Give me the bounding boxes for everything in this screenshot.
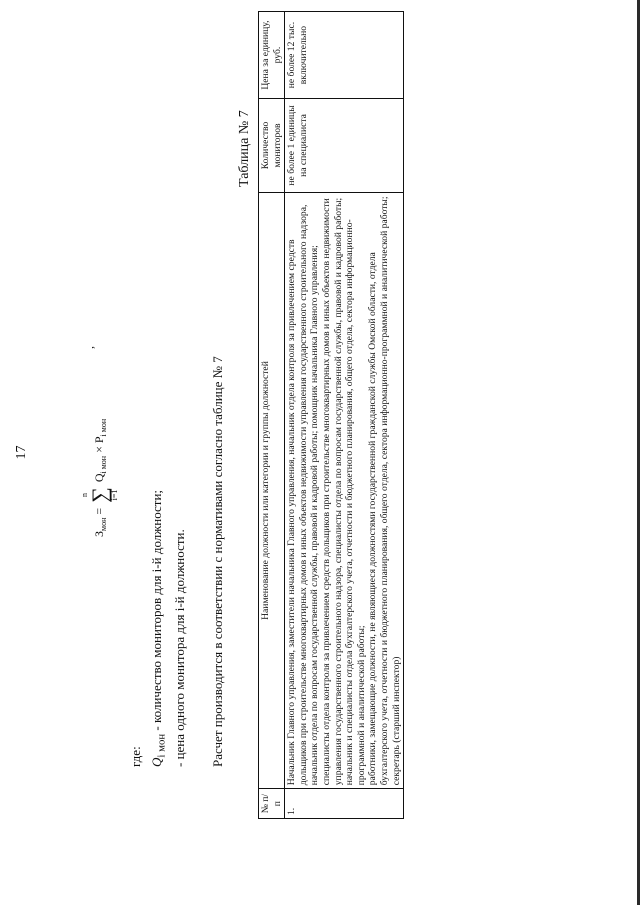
formula-lhs: З xyxy=(91,530,106,537)
sigma-icon: ∑ xyxy=(87,487,112,503)
position-group: специалисты отдела контроля за привлечением средств дольщиков при строительстве многоквартирных домов и иных объектов недвижимости управления государственного строительного надзора, специалисты отдела по вопросам государственной службы, правовой и кадровой работы; xyxy=(320,197,344,786)
table-header-row xyxy=(259,12,285,819)
cost-formula xyxy=(80,346,120,537)
formula-q-sub: i мон xyxy=(99,455,109,474)
sum-upper-limit: n xyxy=(80,493,89,498)
where-label: где: xyxy=(128,746,143,767)
table-row xyxy=(285,12,404,819)
formula-q: Q xyxy=(91,473,106,483)
sum-lower-limit: i=1 xyxy=(110,489,119,501)
header-num: № п/п xyxy=(259,789,285,819)
cell-monitor-count: не более 1 единицы на специалиста xyxy=(285,99,404,193)
calculation-sentence: Расчет производится в соответствии с нормативами согласно таблице № 7 xyxy=(210,356,225,767)
formula-p: P xyxy=(91,436,106,444)
definition-symbol: Q xyxy=(149,757,164,767)
formula-equals: = xyxy=(91,507,106,515)
sum-symbol xyxy=(80,487,120,503)
formula-p-sub: i мон xyxy=(99,418,109,437)
cell-num: 1. xyxy=(285,789,404,819)
position-group: начальник и специалисты отдела бухгалтерского учета, отчетности и бюджетного планирования, общего отдела, сектора информационно-программной и аналитической работы; xyxy=(344,219,367,786)
position-group: Начальник Главного управления, заместители начальника Главного управления, начальник отдела контроля за привлечением средств дольщиков при строительстве многоквартирных домов и иных объектов недвижимости управления государственного строительного надзора, начальник отдела по вопросам государственной службы, правовой и кадровой работы; помощник начальника Главного управления; xyxy=(286,204,321,786)
norms-table xyxy=(258,11,404,819)
page-number: 17 xyxy=(14,445,29,460)
definition-symbol-sub: i мон xyxy=(155,733,168,758)
header-monitor-count: Количество мониторов xyxy=(259,99,285,193)
definition-text: - цена одного монитора для i-й должности. xyxy=(172,529,187,767)
definition-price xyxy=(172,529,188,767)
formula-lhs-sub: мон xyxy=(99,517,109,531)
definition-text: - количество мониторов для i-й должности; xyxy=(149,489,164,734)
cell-positions xyxy=(285,192,404,788)
formula-comma: , xyxy=(82,346,96,349)
position-group: работники, замещающие должности, не являющиеся должностями государственной гражданской службы Омской области, отдела бухгалтерского учета, отчетности и бюджетного планирования, общего отдела, сектора информационно-программной и аналитической работы; секретарь (старший инспектор) xyxy=(367,196,402,786)
table-caption: Таблица № 7 xyxy=(237,110,252,187)
formula-times: × xyxy=(91,446,106,453)
header-position-name: Наименование должности или категории и группы должностей xyxy=(259,192,285,788)
definition-quantity xyxy=(149,490,168,767)
header-unit-price: Цена за единицу, руб. xyxy=(259,12,285,99)
cell-unit-price: не более 12 тыс. включительно xyxy=(285,12,404,99)
